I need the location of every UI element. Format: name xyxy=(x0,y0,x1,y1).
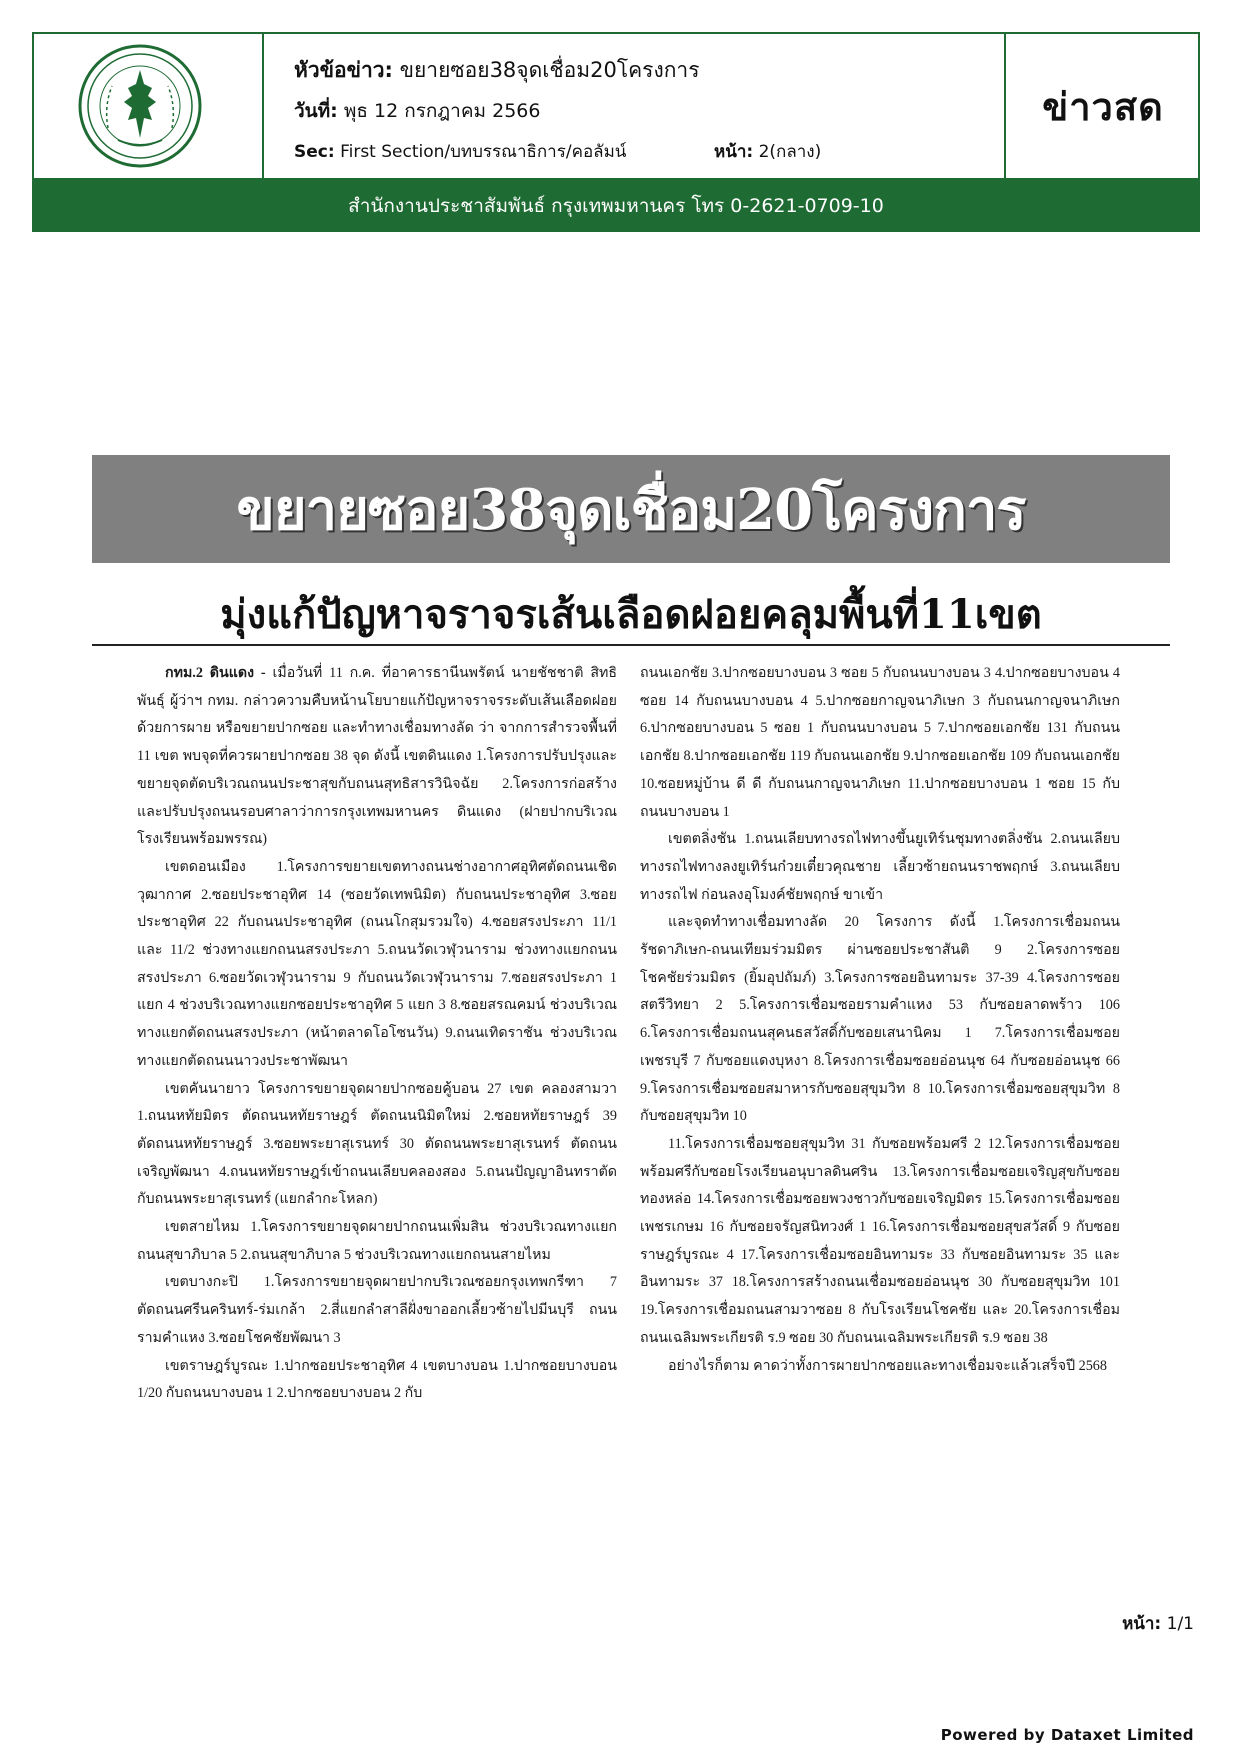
paragraph: เขตบางกะปิ 1.โครงการขยายจุดผายปากบริเวณซอยกรุงเทพกรีฑา 7 ตัดถนนศรีนครินทร์-ร่มเกล้า 2.สี่แยกลำสาลีฝั่งขาออกเลี้ยวซ้ายไปมีนบุรี ถนนรามคำแหง 3.ซอยโชคชัยพัฒนา 3 xyxy=(137,1274,617,1346)
paragraph xyxy=(137,660,617,854)
paragraph: เขตสายไหม 1.โครงการขยายจุดผายปากถนนเพิ่มสิน ช่วงบริเวณทางแยกถนนสุขาภิบาล 5 2.ถนนสุขาภิบาล 5 ช่วงบริเวณทางแยกถนนสายไหม xyxy=(137,1219,617,1263)
section-label: Sec: xyxy=(294,142,335,162)
source-cell xyxy=(1006,34,1200,178)
clipping-header xyxy=(32,32,1200,180)
headline-label: หัวข้อข่าว: xyxy=(294,58,393,82)
paragraph: อย่างไรก็ตาม คาดว่าทั้งการผายปากซอยและทางเชื่อมจะแล้วเสร็จปี 2568 xyxy=(668,1357,1107,1374)
article-subheadline: มุ่งแก้ปัญหาจราจรเส้นเลือดฝอยคลุมพื้นที่11เขต xyxy=(92,586,1170,646)
date-label: วันที่: xyxy=(294,100,338,122)
article-column-1 xyxy=(137,660,617,1408)
headline-row xyxy=(294,54,700,87)
paragraph: เขตคันนายาว โครงการขยายจุดผายปากซอยคู้บอน 27 เขต คลองสามวา 1.ถนนหทัยมิตร ตัดถนนหทัยราษฎร์ ตัดถนนนิมิตใหม่ 2.ซอยหทัยราษฎร์ 39 ตัดถนนหทัยราษฎร์ 3.ซอยพระยาสุเรนทร์ 30 ตัดถนนพระยาสุเรนทร์ ตัดถนนเจริญพัฒนา 4.ถนนหทัยราษฎร์เข้าถนนเลียบคลองสอง 5.ถนนปัญญาอินทราตัดกับถนนพระยาสุเรนทร์ (แยกลำกะโหลก) xyxy=(137,1080,617,1208)
powered-by: Powered by Dataxet Limited xyxy=(940,1726,1194,1744)
section-value: First Section/บทบรรณาธิการ/คอลัมน์ xyxy=(340,142,627,162)
paragraph: และจุดทำทางเชื่อมทางลัด 20 โครงการ ดังนี้ 1.โครงการเชื่อมถนนรัชดาภิเษก-ถนนเทียมร่วมมิตร ผ่านซอยประชาสันติ 9 2.โครงการซอยโชคชัยร่วมมิตร (ยิ้มอุปถัมภ์) 3.โครงการซอยอินทามระ 37-39 4.โครงการซอยสตรีวิทยา 2 5.โครงการเชื่อมซอยรามคำแหง 53 กับซอยลาดพร้าว 106 6.โครงการเชื่อมถนนสุคนธสวัสดิ์กับซอยเสนานิคม 1 7.โครงการเชื่อมซอยเพชรบุรี 7 กับซอยแดงบุหงา 8.โครงการเชื่อมซอยอ่อนนุช 64 กับซอยอ่อนนุช 66 9.โครงการเชื่อมซอยสมาหารกับซอยสุขุมวิท 8 10.โครงการเชื่อมซอยสุขุมวิท 8 กับซอยสุขุมวิท 10 xyxy=(640,914,1120,1125)
page-row xyxy=(714,138,821,165)
date-value: พุธ 12 กรกฎาคม 2566 xyxy=(343,100,541,122)
paragraph: ถนนเอกชัย 3.ปากซอยบางบอน 3 ซอย 5 กับถนนบางบอน 3 4.ปากซอยบางบอน 4 ซอย 14 กับถนนบางบอน 4 5.ปากซอยกาญจนาภิเษก 3 กับถนนกาญจนาภิเษก 6.ปากซอยบางบอน 5 ซอย 1 กับถนนบางบอน 5 7.ปากซอยเอกชัย 131 กับถนนเอกชัย 8.ปากซอยเอกชัย 119 กับถนนเอกชัย 9.ปากซอยเอกชัย 109 กับถนนเอกชัย 10.ซอยหมู่บ้าน ดี ดี กับถนนกาญจนาภิเษก 11.ปากซอยบางบอน 1 ซอย 15 กับถนนบางบอน 1 xyxy=(640,665,1120,820)
date-row xyxy=(294,96,540,126)
article-column-2 xyxy=(640,660,1120,1380)
footer-page-number xyxy=(1122,1610,1194,1637)
article-headline-box xyxy=(92,455,1170,563)
footer-page-label: หน้า: xyxy=(1122,1614,1162,1634)
section-row xyxy=(294,138,626,165)
paragraph: เขตราษฎร์บูรณะ 1.ปากซอยประชาอุทิศ 4 เขตบางบอน 1.ปากซอยบางบอน 1/20 กับถนนบางบอน 1 2.ปากซอยบางบอน 2 กับ xyxy=(137,1357,617,1402)
dateline: กทม.2 ดินแดง - xyxy=(165,665,266,681)
paragraph: เขตดอนเมือง 1.โครงการขยายเขตทางถนนช่างอากาศอุทิศตัดถนนเชิดวุฒากาศ 2.ซอยประชาอุทิศ 14 (ซอยวัดเทพนิมิต) กับถนนประชาอุทิศ 3.ซอยประชาอุทิศ 22 กับถนนประชาอุทิศ (ถนนโกสุมรวมใจ) 4.ซอยสรงประภา 11/1 และ 11/2 ช่วงทางแยกถนนสรงประภา 5.ถนนวัดเวฬุวนาราม ช่วงทางแยกถนนสรงประภา 6.ซอยวัดเวฬุวนาราม 9 กับถนนวัดเวฬุวนาราม 7.ซอยสรงประภา 1 แยก 4 ช่วงบริเวณทางแยกซอยประชาอุทิศ 5 แยก 3 8.ซอยสรณคมน์ ช่วงบริเวณทางแยกตัดถนนสรงประภา (หน้าตลาดโอโซนวัน) 9.ถนนเทิดราชัน ช่วงบริเวณทางแยกตัดถนนนาวงประชาพัฒนา xyxy=(137,858,617,1069)
agency-bar xyxy=(32,180,1200,232)
article-headline: ขยายซอย38จุดเชื่อม20โครงการ xyxy=(236,476,1026,543)
bangkok-seal-icon xyxy=(78,44,202,168)
agency-text: สำนักงานประชาสัมพันธ์ กรุงเทพมหานคร โทร 0-2621-0709-10 xyxy=(348,195,884,217)
footer-page-value: 1/1 xyxy=(1166,1614,1194,1634)
paragraph-text: เมื่อวันที่ 11 ก.ค. ที่อาคารธานีนพรัตน์ นายชัชชาติ สิทธิพันธุ์ ผู้ว่าฯ กทม. กล่าวความคืบหน้านโยบายแก้ปัญหาจราจรระดับเส้นเลือดฝอย ด้วยการผาย หรือขยายปากซอย และทำทางเชื่อมทางลัด ว่า จากการสำรวจพื้นที่ 11 เขต พบจุดที่ควรผายปากซอย 38 จุด ดังนี้ เขตดินแดง 1.โครงการปรับปรุงและขยายจุดตัดบริเวณถนนประชาสุขกับถนนสุทธิสารวินิจฉัย 2.โครงการก่อสร้างและปรับปรุงถนนรอบศาลาว่าการกรุงเทพมหานคร ดินแดง (ฝายปากบริเวณโรงเรียนพร้อมพรรณ) xyxy=(137,665,618,848)
paragraph: 11.โครงการเชื่อมซอยสุขุมวิท 31 กับซอยพร้อมศรี 2 12.โครงการเชื่อมซอยพร้อมศรีกับซอยโรงเรียนอนุบาลดินศริน 13.โครงการเชื่อมซอยเจริญสุขกับซอยทองหล่อ 14.โครงการเชื่อมซอยพวงชาวกับซอยเจริญมิตร 15.โครงการเชื่อมซอยเพชรเกษม 16 กับซอยจรัญสนิทวงศ์ 1 16.โครงการเชื่อมซอยสุขสวัสดิ์ 9 กับซอยราษฎร์บูรณะ 4 17.โครงการเชื่อมซอยอินทามระ 33 กับซอยอินทามระ 35 และอินทามระ 37 18.โครงการสร้างถนนเชื่อมซอยอ่อนนุช 30 กับซอยสุขุมวิท 101 19.โครงการเชื่อมถนนสามวาซอย 8 กับโรงเรียนโชคชัย และ 20.โครงการเชื่อมถนนเฉลิมพระเกียรติ ร.9 ซอย 30 กับถนนเฉลิมพระเกียรติ ร.9 ซอย 38 xyxy=(640,1135,1120,1346)
page-label: หน้า: xyxy=(714,142,754,162)
logo-cell xyxy=(34,34,264,178)
clipping-info xyxy=(264,34,1006,178)
source-badge: ข่าวสด xyxy=(1042,84,1164,129)
paragraph: เขตตลิ่งชัน 1.ถนนเลียบทางรถไฟทางขึ้นยูเทิร์นชุมทางตลิ่งชัน 2.ถนนเลียบทางรถไฟทางลงยูเทิร์นก๋วยเตี๋ยวคุณชาย เลี้ยวซ้ายถนนราชพฤกษ์ 3.ถนนเลียบทางรถไฟ ก่อนลงอุโมงค์ชัยพฤกษ์ ขาเข้า xyxy=(640,831,1120,903)
headline-value: ขยายซอย38จุดเชื่อม20โครงการ xyxy=(399,58,700,82)
page-value: 2(กลาง) xyxy=(758,142,822,162)
